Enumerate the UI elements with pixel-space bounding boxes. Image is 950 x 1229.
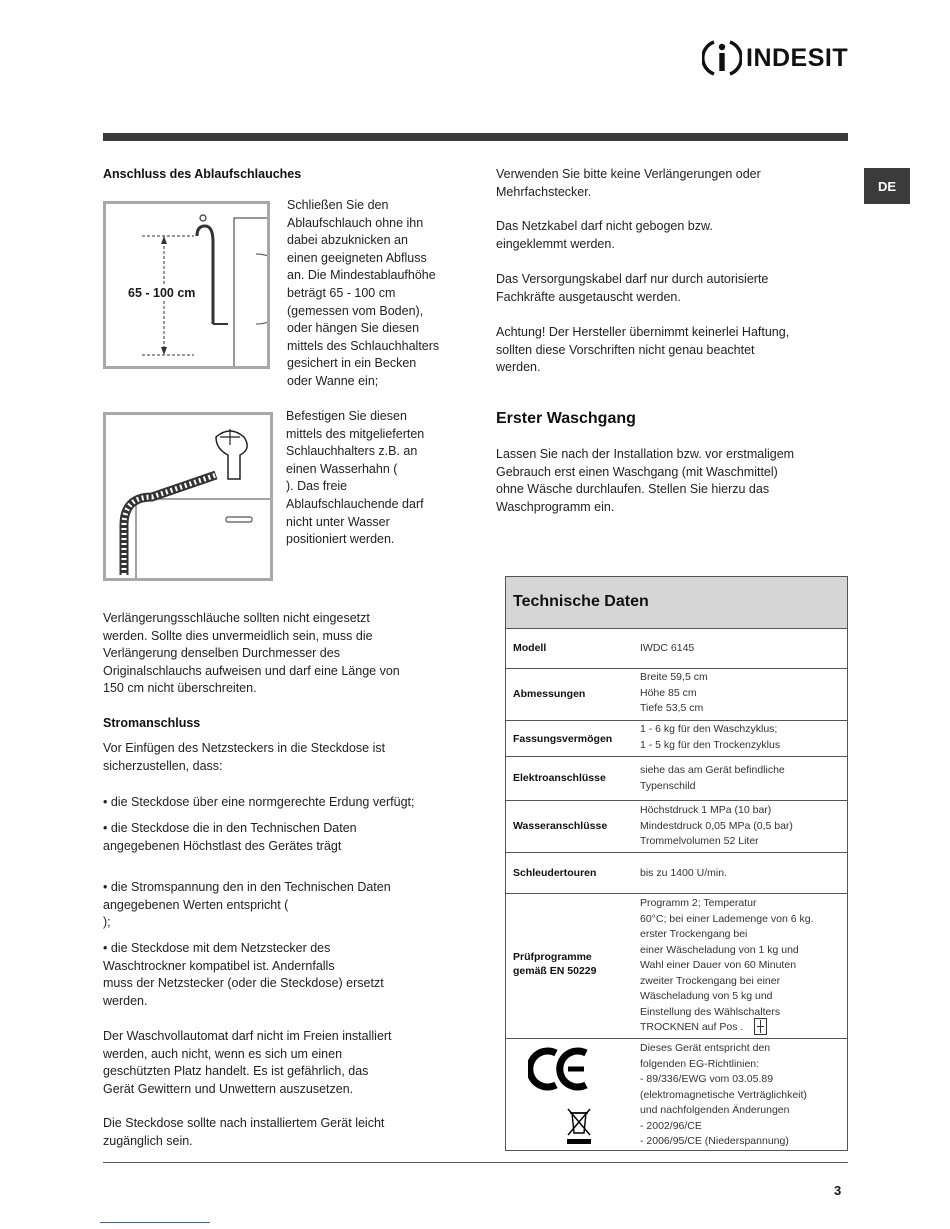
row-value-eu-directives: Dieses Gerät entspricht den folgenden EG-Richtlinien: - 89/336/EWG vom 03.05.89 (elektromagnetische Verträglichkeit) und nachfolgenden Änderungen - 2002/96/CE - 2006/95/CE (Niederspannung) <box>640 1042 807 1147</box>
cable-replace-paragraph: Das Versorgungskabel darf nur durch autorisierte Fachkräfte ausgetauscht werden. <box>496 272 769 304</box>
extension-hose-paragraph: Verlängerungsschläuche sollten nicht eingesetzt werden. Sollte dies unvermeidlich sein, muss die Verlängerung denselben Durchmesser des Originalschlauchs aufweisen und darf eine Länge von 150 cm nicht überschreiten. <box>103 611 400 696</box>
logo-i-icon <box>702 38 742 78</box>
figure-hose-holder <box>103 412 273 581</box>
first-wash-paragraph: Lassen Sie nach der Installation bzw. vor erstmaligem Gebrauch erst einen Waschgang (mit Waschmittel) ohne Wäsche durchlaufen. Stellen Sie hierzu das Waschprogramm ein. <box>496 447 795 514</box>
table-row <box>506 801 847 853</box>
table-row <box>506 853 847 894</box>
row-label-dimensions: Abmessungen <box>513 688 586 700</box>
liability-paragraph: Achtung! Der Hersteller übernimmt keinerlei Haftung, sollten diese Vorschriften nicht genau beachtet werden. <box>496 325 790 375</box>
row-value-test-programs: Programm 2; Temperatur 60°C; bei einer Lademenge von 6 kg. erster Trockengang bei einer Wäscheladung von 1 kg und Wahl einer Dauer von 60 Minuten zweiter Trockengang bei einer Wäscheladung von 5 kg und Einstellung des Wählschalters TROCKNEN auf Pos . <box>640 897 814 1033</box>
row-value-electrical: siehe das am Gerät befindliche Typenschild <box>640 764 785 792</box>
row-label-model: Modell <box>513 642 547 654</box>
table-row <box>506 1039 847 1150</box>
row-label-electrical: Elektroanschlüsse <box>513 772 606 784</box>
socket-access-paragraph: Die Steckdose sollte nach installiertem Gerät leicht zugänglich sein. <box>103 1116 385 1148</box>
section-title-drain-hose: Anschluss des Ablaufschlauches <box>103 167 302 181</box>
drain-height-label: 65 - 100 cm <box>128 286 196 300</box>
section-title-first-wash: Erster Waschgang <box>496 410 636 427</box>
footer-link-underline <box>100 1222 210 1223</box>
ce-mark-icon <box>528 1047 592 1091</box>
dry-position-symbol-icon <box>754 1018 767 1035</box>
weee-bin-icon <box>566 1107 592 1145</box>
row-value-model: IWDC 6145 <box>640 642 695 654</box>
power-bullet-plug: • die Steckdose mit dem Netzstecker des Waschtrockner kompatibel ist. Andernfalls muss der Netzstecker (oder die Steckdose) ersetzt werden. <box>103 941 384 1008</box>
footer-rule <box>103 1162 848 1163</box>
page-number: 3 <box>834 1183 842 1198</box>
header-bar <box>103 133 848 141</box>
hose-holder-text: Befestigen Sie diesen mittels des mitgelieferten Schlauchhalters z.B. an einen Wasserhahn ( ). Das freie Ablaufschlauchende darf nicht unter Wasser positioniert werden. <box>286 409 425 547</box>
section-title-power: Stromanschluss <box>103 716 201 730</box>
table-row <box>506 894 847 1039</box>
row-value-spin: bis zu 1400 U/min. <box>640 867 727 879</box>
row-label-test-programs: Prüfprogramme gemäß EN 50229 <box>513 951 597 977</box>
power-bullet-voltage: • die Stromspannung den in den Technischen Daten angegebenen Werten entspricht ( ); <box>103 880 391 930</box>
brand-name: INDESIT <box>746 44 849 72</box>
power-bullet-load: • die Steckdose die in den Technischen Daten angegebenen Höchstlast des Gerätes trägt <box>103 821 357 853</box>
table-row <box>506 757 847 801</box>
indesit-logo <box>702 36 852 76</box>
outdoor-warning-paragraph: Der Waschvollautomat darf nicht im Freien installiert werden, auch nicht, wenn es sich um einen geschützten Platz handelt. Es ist gefährlich, das Gerät Gewittern und Unwettern auszusetzen. <box>103 1029 392 1096</box>
cable-bend-paragraph: Das Netzkabel darf nicht gebogen bzw. eingeklemmt werden. <box>496 219 713 251</box>
power-bullet-grounding: • die Steckdose über eine normgerechte Erdung verfügt; <box>103 795 415 809</box>
drain-hose-illustration <box>106 204 267 366</box>
row-label-spin: Schleudertouren <box>513 867 597 879</box>
power-intro-paragraph: Vor Einfügen des Netzsteckers in die Steckdose ist sicherzustellen, dass: <box>103 741 386 773</box>
row-value-dimensions: Breite 59,5 cm Höhe 85 cm Tiefe 53,5 cm <box>640 671 708 714</box>
table-title: Technische Daten <box>513 593 649 610</box>
table-row <box>506 669 847 721</box>
table-row <box>506 629 847 669</box>
hose-holder-illustration <box>106 415 270 578</box>
row-label-capacity: Fassungsvermögen <box>513 733 613 745</box>
no-extension-paragraph: Verwenden Sie bitte keine Verlängerungen oder Mehrfachstecker. <box>496 167 761 199</box>
row-value-capacity: 1 - 6 kg für den Waschzyklus; 1 - 5 kg für den Trockenzyklus <box>640 723 781 751</box>
table-row <box>506 721 847 757</box>
drain-hose-text: Schließen Sie den Ablaufschlauch ohne ihn dabei abzuknicken an einen geeigneten Abfluss an. Die Mindestablaufhöhe beträgt 65 - 100 cm (gemessen vom Boden), oder hängen Sie diesen mittels des Schlauchhalters gesichert in ein Becken oder Wanne ein; <box>287 198 440 388</box>
technical-data-table <box>505 576 848 1151</box>
language-tab: DE <box>864 168 910 204</box>
row-label-water: Wasseranschlüsse <box>513 820 608 832</box>
table-header <box>506 577 847 629</box>
row-value-water: Höchstdruck 1 MPa (10 bar) Mindestdruck 0,05 MPa (0,5 bar) Trommelvolumen 52 Liter <box>640 804 793 847</box>
figure-drain-height <box>103 201 270 369</box>
